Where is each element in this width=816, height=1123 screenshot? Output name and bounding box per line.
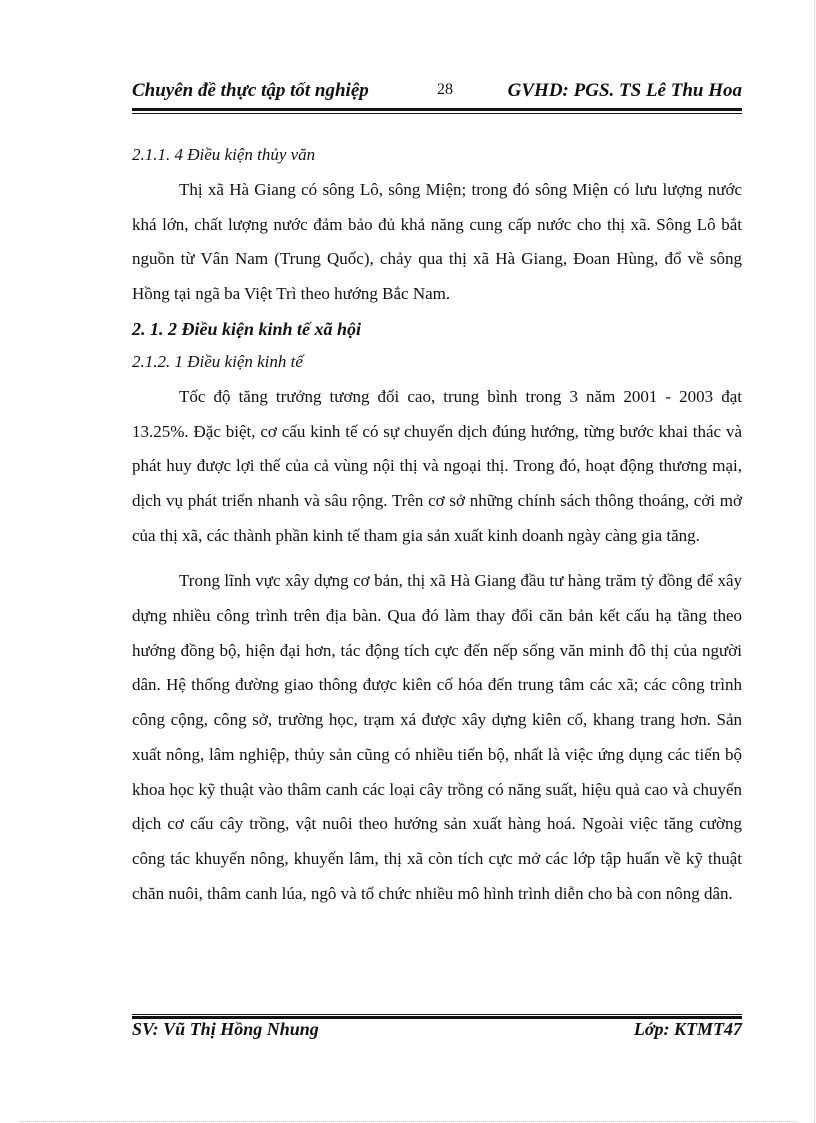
header-rule-thin [132, 113, 742, 114]
section-heading-2-1-2: 2. 1. 2 Điều kiện kinh tế xã hội [132, 318, 362, 339]
header-advisor: GVHD: PGS. TS Lê Thu Hoa [507, 80, 742, 101]
paragraph-hydrology: Thị xã Hà Giang có sông Lô, sông Miện; trong đó sông Miện có lưu lượng nước khá lớn, chất lượng nước đảm bảo đủ khả năng cung cấp nước cho thị xã. Sông Lô bắt nguồn từ Vân Nam (Trung Quốc), chảy qua thị xã Hà Giang, Đoan Hùng, đổ về sông Hồng tại ngã ba Việt Trì theo hướng Bắc Nam. [132, 180, 742, 304]
section-heading-2-1-1-4: 2.1.1. 4 Điều kiện thủy văn [132, 145, 316, 164]
section-heading-2-1-2-1: 2.1.2. 1 Điều kiện kinh tế [132, 351, 303, 371]
page-border-right [814, 0, 815, 1123]
page-footer [132, 1019, 742, 1045]
page-border-bottom [20, 1121, 796, 1122]
page-body [132, 139, 742, 911]
footer-student: SV: Vũ Thị Hồng Nhung [132, 1019, 319, 1039]
paragraph-infrastructure: Trong lĩnh vực xây dựng cơ bản, thị xã Hà Giang đầu tư hàng trăm tỷ đồng để xây dựng nhiều công trình trên địa bàn. Qua đó làm thay đổi căn bản kết cấu hạ tầng theo hướng đồng bộ, hiện đại hơn, tác động tích cực đến nếp sống văn minh đô thị của người dân. Hệ thống đường giao thông được kiên cố hóa đến trung tâm các xã; các công trình công cộng, công sở, trường học, trạm xá được xây dựng kiên cố, khang trang hơn. Sản xuất nông, lâm nghiệp, thủy sản cũng có nhiều tiến bộ, nhất là việc ứng dụng các tiến bộ khoa học kỹ thuật vào thâm canh các loại cây trồng có năng suất, hiệu quả cao và chuyển dịch cơ cấu cây trồng, vật nuôi theo hướng sản xuất hàng hoá. Ngoài việc tăng cường công tác khuyến nông, khuyến lâm, thị xã còn tích cực mở các lớp tập huấn về kỹ thuật chăn nuôi, thâm canh lúa, ngô và tổ chức nhiều mô hình trình diễn cho bà con nông dân. [132, 571, 742, 903]
footer-class: Lớp: KTMT47 [633, 1019, 742, 1039]
paragraph-economic-growth: Tốc độ tăng trưởng tương đối cao, trung bình trong 3 năm 2001 - 2003 đạt 13.25%. Đặc biệt, cơ cấu kinh tế có sự chuyển dịch đúng hướng, từng bước khai thác và phát huy được lợi thế của cả vùng nội thị và ngoại thị. Trong đó, hoạt động thương mại, dịch vụ phát triển nhanh và sâu rộng. Trên cơ sở những chính sách thông thoáng, cởi mở của thị xã, các thành phần kinh tế tham gia sản xuất kinh doanh ngày càng gia tăng. [132, 386, 742, 545]
page-header [132, 80, 742, 106]
header-report-title: Chuyên đề thực tập tốt nghiệp [132, 80, 369, 101]
header-rule-thick [132, 108, 742, 111]
footer-rule-thin [132, 1014, 742, 1015]
page-number: 28 [437, 81, 453, 98]
